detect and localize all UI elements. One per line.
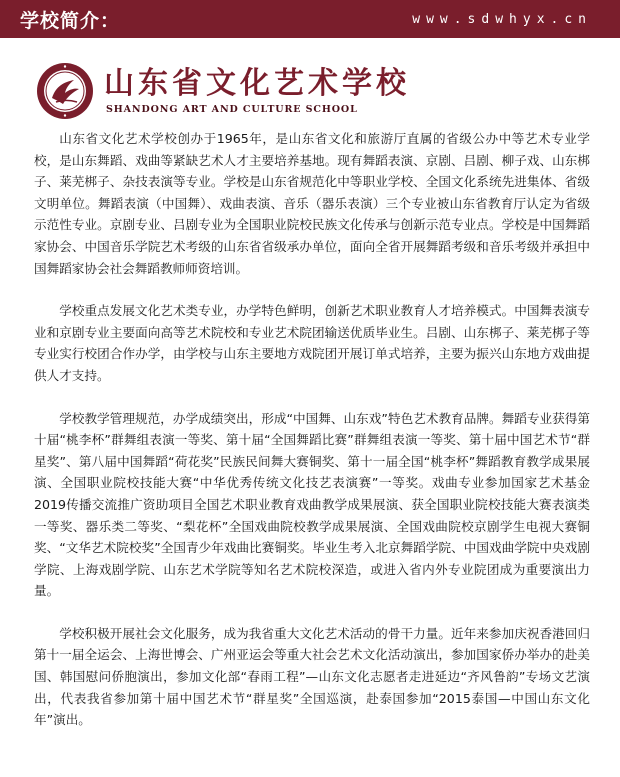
paragraph-social-service: 学校积极开展社会文化服务，成为我省重大文化艺术活动的骨干力量。近年来参加庆祝香港回归第十一届全运会、上海世博会、广州亚运会等重大社会艺术文化活动演出，参加国家侨办举办的赴美国、韩国慰问侨胞演出，参加文化部“春雨工程”—山东文化志愿者走进延边“齐风鲁韵”专场文艺演出，代表我省参加第十届中国艺术节“群星奖”全国巡演，赴泰国参加“2015泰国—中国山东文化年”演出。 <box>34 625 590 728</box>
header-title: 学校简介： <box>20 9 121 32</box>
introduction-body <box>34 128 590 752</box>
paragraph-specialties: 学校重点发展文化艺术类专业，办学特色鲜明，创新艺术职业教育人才培养模式。中国舞表演专业和京剧专业主要面向高等艺术院校和专业艺术院团输送优质毕业生。吕剧、山东梆子、莱芜梆子等专业实行校团合作办学，由学校与山东主要地方戏院团开展订单式培养，主要为振兴山东地方戏曲提供人才支持。 <box>34 303 590 383</box>
paragraph-history: 山东省文化艺术学校创办于1965年，是山东省文化和旅游厅直属的省级公办中等艺术专业学校，是山东舞蹈、戏曲等紧缺艺术人才主要培养基地。现有舞蹈表演、京剧、吕剧、柳子戏、山东梆子、莱芜梆子、杂技表演等专业。学校是山东省规范化中等职业学校、全国文化系统先进集体、省级文明单位。舞蹈表演（中国舞）、戏曲表演、音乐（器乐表演）三个专业被山东省教育厅认定为省级示范性专业。京剧专业、吕剧专业为全国职业院校民族文化传承与创新示范专业点。学校是中国舞蹈家协会、中国音乐学院艺术考级的山东省省级承办单位，面向全省开展舞蹈考级和音乐考级并承担中国舞蹈家协会社会舞蹈教师师资培训。 <box>34 131 590 276</box>
paragraph-achievements: 学校教学管理规范，办学成绩突出，形成“中国舞、山东戏”特色艺术教育品牌。舞蹈专业获得第十届“桃李杯”群舞组表演一等奖、第十届“全国舞蹈比赛”群舞组表演一等奖、第十届中国艺术节“群星奖”、第八届中国舞蹈“荷花奖”民族民间舞大赛铜奖、第十一届全国“桃李杯”舞蹈教育教学成果展演、全国职业院校技能大赛“中华优秀传统文化技艺表演赛”一等奖。戏曲专业参加国家艺术基金2019传播交流推广资助项目全国艺术职业教育戏曲教学成果展演、获全国职业院校技能大赛表演类一等奖、器乐类二等奖、“梨花杯”全国戏曲院校教学成果展演、全国戏曲院校京剧学生电视大赛铜奖、“文华艺术院校奖”全国青少年戏曲比赛铜奖。毕业生考入北京舞蹈学院、中国戏曲学院中央戏剧学院、上海戏剧学院、山东艺术学院等知名艺术院校深造，或进入省内外专业院团成为重要演出力量。 <box>34 410 590 599</box>
school-name-chinese: 山东省文化艺术学校 <box>104 66 410 101</box>
school-brand <box>36 62 410 126</box>
school-name-english: SHANDONG ART AND CULTURE SCHOOL <box>106 104 358 115</box>
website-url[interactable]: www.sdwhyx.cn <box>412 11 592 27</box>
header-bar <box>0 0 620 38</box>
school-emblem-icon <box>36 62 94 120</box>
